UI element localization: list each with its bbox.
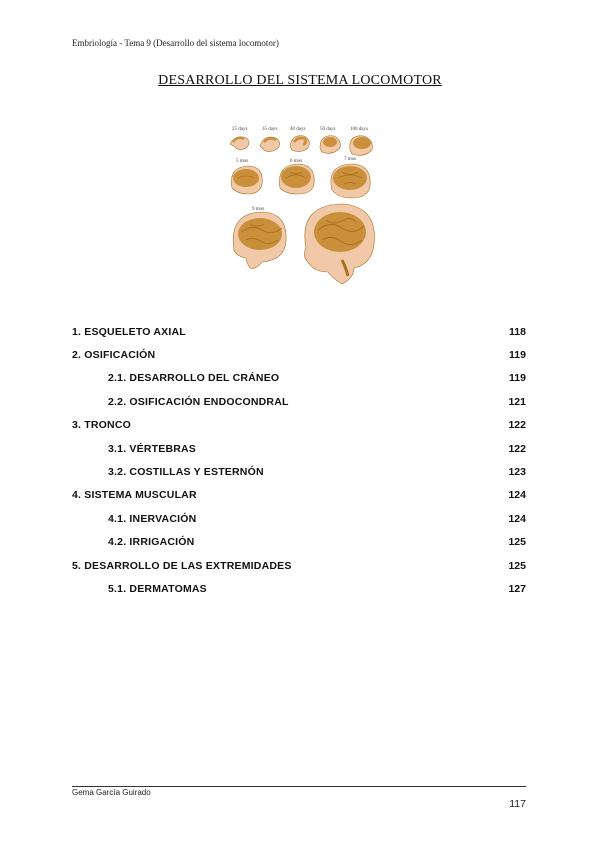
toc-entry-dermatomas[interactable] [72,577,526,600]
toc-page-number: 125 [508,536,526,549]
document-title: DESARROLLO DEL SISTEMA LOCOMOTOR [158,73,442,88]
toc-entry-osificacion[interactable] [72,343,526,366]
toc-page-number: 122 [508,419,526,432]
toc-entry-sistema-muscular[interactable] [72,484,526,507]
brain-stage-35-days [260,127,280,152]
toc-label: 5.1. DERMATOMAS [108,582,207,595]
footer-divider [72,786,526,787]
brain-stage-7-mos [331,157,370,198]
toc-page-number: 123 [508,466,526,479]
brain-stage-40-days [290,127,309,152]
toc-label: 5. DESARROLLO DE LAS EXTREMIDADES [72,559,292,572]
toc-page-number: 127 [508,582,526,595]
toc-label: 3. TRONCO [72,419,131,432]
toc-page-number: 118 [509,325,526,338]
toc-page-number: 124 [508,489,526,502]
brain-stage-6-mos [279,159,314,194]
toc-label: 4.1. INERVACIÓN [108,512,197,525]
toc-page-number: 119 [509,372,526,385]
brain-stage-5-mos [231,159,262,194]
caption-25-days: 25 days [232,127,248,132]
toc-entry-vertebras[interactable] [72,437,526,460]
toc-entry-desarrollo-de-las-extremidades[interactable] [72,554,526,577]
caption-6-mos: 6 mos [290,159,303,164]
toc-entry-esqueleto-axial[interactable] [72,320,526,343]
brain-development-figure [224,120,380,284]
toc-entry-irrigacion[interactable] [72,531,526,554]
toc-label: 4.2. IRRIGACIÓN [108,536,195,549]
toc-label: 3.1. VÉRTEBRAS [108,442,196,455]
toc-page-number: 124 [508,512,526,525]
table-of-contents [72,320,526,601]
toc-label: 2. OSIFICACIÓN [72,349,156,362]
toc-label: 1. ESQUELETO AXIAL [72,325,186,338]
caption-5-mos: 5 mos [236,159,249,164]
caption-35-days: 35 days [262,127,278,132]
caption-7-mos: 7 mos [344,157,357,162]
toc-entry-tronco[interactable] [72,414,526,437]
footer-author: Gema García Guirado [72,788,151,797]
toc-entry-osificacion-endocondral[interactable] [72,390,526,413]
brain-stage-50-days [320,127,340,153]
caption-9-mos-a: 9 mos [252,207,265,212]
toc-label: 2.2. OSIFICACIÓN ENDOCONDRAL [108,395,289,408]
running-header: Embriología - Tema 9 (Desarrollo del sistema locomotor) [72,38,279,48]
toc-label: 4. SISTEMA MUSCULAR [72,489,197,502]
brain-stage-25-days [230,127,249,150]
brain-stage-100-days [350,127,373,155]
caption-40-days: 40 days [290,127,306,132]
toc-entry-inervacion[interactable] [72,507,526,530]
toc-entry-costillas-y-esternon[interactable] [72,460,526,483]
brain-stage-9-mos-b [304,204,374,284]
brain-stage-9-mos-a [233,207,286,268]
page-number: 117 [509,798,526,810]
toc-page-number: 121 [508,395,526,408]
toc-page-number: 119 [509,349,526,362]
toc-entry-desarrollo-del-craneo[interactable] [72,367,526,390]
caption-50-days: 50 days [320,127,336,132]
toc-label: 3.2. COSTILLAS Y ESTERNÓN [108,466,264,479]
caption-100-days: 100 days [350,127,368,132]
toc-page-number: 122 [508,442,526,455]
toc-page-number: 125 [508,559,526,572]
toc-label: 2.1. DESARROLLO DEL CRÁNEO [108,372,280,385]
